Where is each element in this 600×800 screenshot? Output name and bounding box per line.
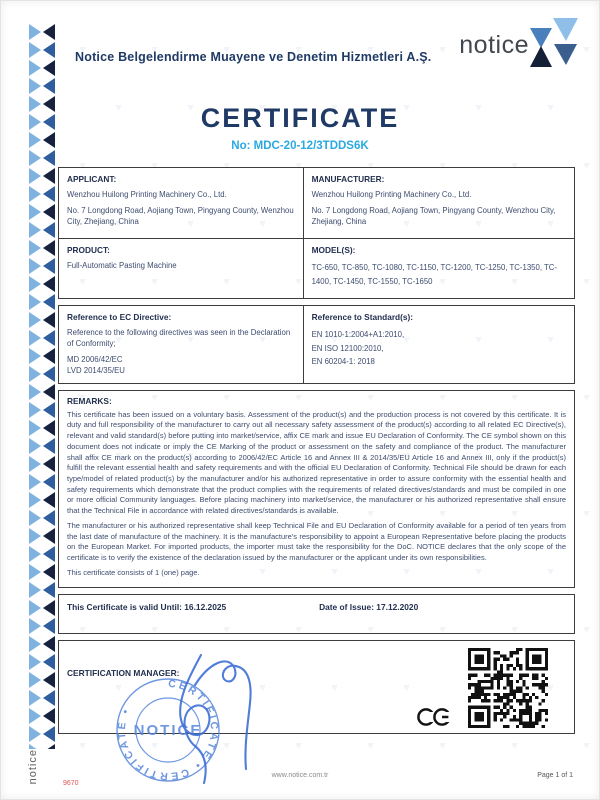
qr-code: [468, 648, 548, 728]
footer-page-number: Page 1 of 1: [537, 772, 573, 779]
applicant-address: No. 7 Longdong Road, Aojiang Town, Pingyang County, Wenzhou City, Zhejiang, China: [67, 205, 294, 226]
product-label: PRODUCT:: [67, 245, 110, 255]
footer-website: www.notice.com.tr: [271, 772, 329, 779]
manufacturer-label: MANUFACTURER:: [311, 174, 385, 184]
manufacturer-name: Wenzhou Huilong Printing Machinery Co., Ltd.: [311, 190, 472, 199]
models-list: TC-650, TC-850, TC-1080, TC-1150, TC-1200, TC-1250, TC-1350, TC-1400, TC-1450, TC-1550, TC-1650: [311, 263, 558, 286]
references-table: [58, 305, 575, 384]
certification-manager-label: CERTIFICATION MANAGER:: [67, 668, 180, 679]
applicant-name: Wenzhou Huilong Printing Machinery Co., Ltd.: [67, 190, 227, 199]
footer-side-logo-text: notice: [27, 749, 39, 785]
standard-item-2: EN ISO 12100:2010,: [311, 343, 384, 353]
directives-label: Reference to EC Directive:: [67, 312, 172, 322]
directives-intro: Reference to the following directives was seen in the Declaration of Conformity;: [67, 328, 291, 348]
ce-mark-icon: [416, 706, 452, 728]
applicant-label: APPLICANT:: [67, 174, 117, 184]
remarks-paragraph-2: The manufacturer or his authorized representative shall keep Technical File and EU Declaration of Conformity available for a period of ten years from the last date of manufacture of the machinery. It is the manufacture's responsibility to appoint a European Representative before placing the products on the European Market. For imported products, the importer must take the responsibility for the DoC. NOTICE declares that the only scope of the certificate is to verify the existence of the declaration issued by the manufacturer or the applicant under its own responsibilities.: [67, 520, 566, 562]
valid-until-text: This Certificate is valid Until: 16.12.2025: [67, 602, 227, 613]
standard-item-3: EN 60204-1: 2018: [311, 357, 375, 367]
applicant-cell: [59, 168, 303, 238]
stamp-center-text: NOTICE: [133, 722, 203, 740]
manufacturer-cell: [303, 168, 574, 238]
directive-item-md: MD 2006/42/EC: [67, 354, 123, 364]
directives-cell: [59, 306, 303, 383]
notice-logo-text: notice: [459, 30, 529, 59]
product-cell: [59, 238, 303, 298]
remarks-paragraph-1: This certificate has been issued on a voluntary basis. Assessment of the product(s) and the production process is not covered by this certificate. It is duty and full responsibility of the manufacturer to carry out all necessary safety assessment of the product(s) according to all related EC Directive(s), relevant and valid standard(s) before putting into market/service, affix CE mark and issue EU Declaration of Conformity. The CE symbol shown on this document does not indicate or imply the CE Marking of the product or assessment on the safety and compliance of the product. The manufacturer shall affix CE mark on the product(s) according to 2006/42/EC Article 16 and Annex III & 2014/35/EU Article 16 and Annex III, only if the product(s) fulfill the relevant essential health and safety requirements and with the official EU Declaration of Conformity. Technical File should be drawn for each type/model of related product(s) by the manufacturer and/or his authorized representative in order to assure conformity with the essential health and safety requirements which demonstrate that the product complies with the requirements of related directives/standards and must be compiled in one or more official Community languages. Before placing machinery into market/service, the manufacturer or his authorized representative shall ensure that the Technical File in accordance with related directives/standards is available.: [67, 409, 566, 516]
remarks-section: [58, 390, 575, 589]
footer-doc-code: 9670: [63, 780, 79, 787]
models-cell: [303, 238, 574, 298]
models-label: MODEL(S):: [311, 245, 356, 255]
directive-item-lvd: LVD 2014/35/EU: [67, 365, 125, 375]
stamp-ring-text: CERTIFICATE • CERTIFICATE •: [115, 678, 221, 783]
standard-item-1: EN 1010-1:2004+A1:2010,: [311, 330, 405, 339]
notice-logo-triangles-icon: [529, 17, 579, 69]
remarks-paragraph-3: This certificate consists of 1 (one) page.: [67, 567, 200, 577]
certificate-title: CERTIFICATE: [200, 103, 400, 133]
standards-label: Reference to Standard(s):: [311, 312, 414, 322]
manager-signature: [139, 649, 289, 789]
issuer-company-name: Notice Belgelendirme Muayene ve Denetim Hizmetleri A.Ş.: [75, 50, 432, 64]
date-of-issue-text: Date of Issue: 17.12.2020: [319, 602, 419, 613]
remarks-label: REMARKS:: [67, 395, 112, 406]
certificate-number: No: MDC-20-12/3TDDS6K: [231, 140, 369, 152]
notice-logo: [459, 17, 579, 69]
parties-product-table: [58, 167, 575, 299]
manufacturer-address: No. 7 Longdong Road, Aojiang Town, Pingyang County, Wenzhou City, Zhejiang, China: [311, 205, 556, 226]
validity-row: [58, 594, 575, 634]
product-name: Full-Automatic Pasting Machine: [67, 261, 177, 270]
standards-cell: [303, 306, 574, 383]
